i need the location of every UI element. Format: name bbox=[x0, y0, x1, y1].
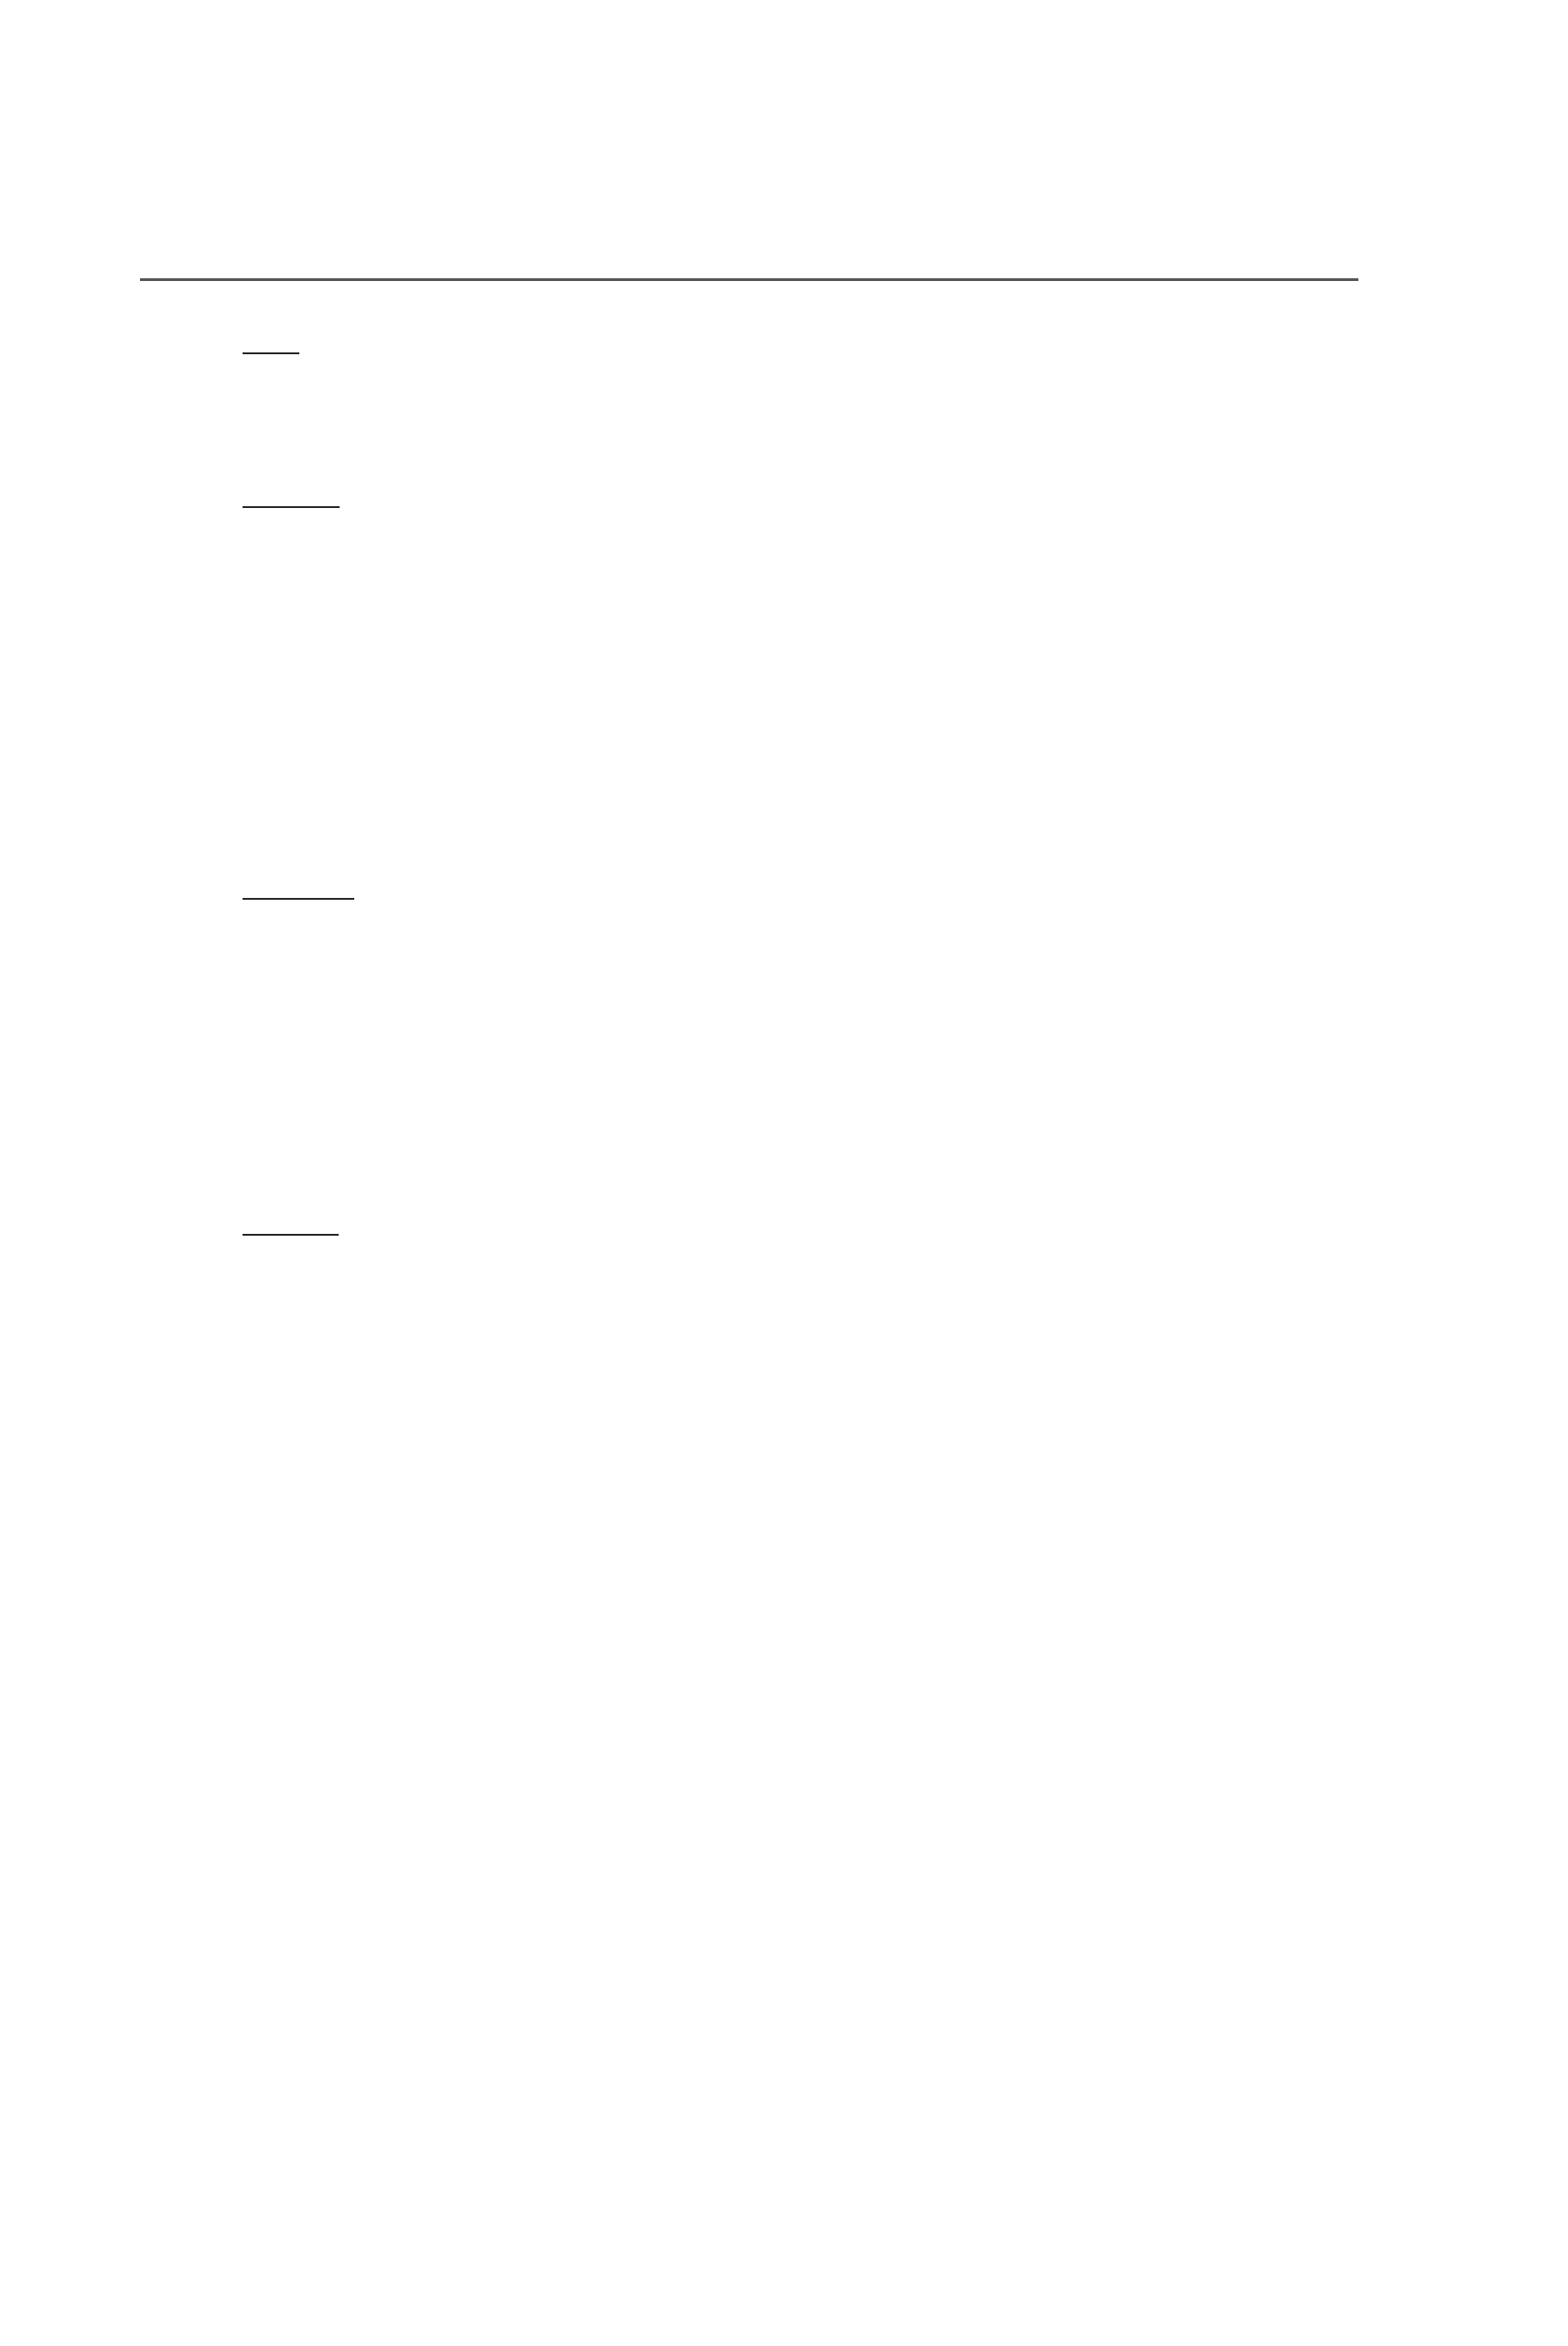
nuclide-numbers bbox=[278, 1152, 293, 1171]
fraction-unit bbox=[243, 350, 299, 364]
text-line bbox=[228, 1073, 1354, 1130]
nuclide-numbers bbox=[309, 758, 324, 776]
nuclide bbox=[228, 1422, 259, 1460]
text-line bbox=[228, 1015, 1354, 1072]
text-line bbox=[228, 480, 1354, 536]
nuclide-numbers bbox=[230, 1319, 258, 1337]
fraction-bar bbox=[243, 506, 340, 508]
nuclide-numbers bbox=[309, 1898, 324, 1917]
nuclide-numbers bbox=[278, 1898, 307, 1917]
nuclide-numbers bbox=[261, 1898, 276, 1917]
nuclide-numbers bbox=[230, 1898, 258, 1917]
nuclide-numbers bbox=[230, 1093, 258, 1111]
fraction-unit bbox=[243, 503, 340, 518]
text-line bbox=[228, 1357, 1354, 1413]
nuclide bbox=[228, 803, 259, 840]
fraction-denominator bbox=[230, 373, 312, 404]
text-line bbox=[228, 1936, 1354, 1993]
nuclide bbox=[245, 1141, 276, 1179]
fraction-bar bbox=[243, 352, 299, 354]
text-line bbox=[228, 1524, 1354, 1581]
text-line bbox=[228, 1299, 1354, 1356]
nuclide-numbers bbox=[230, 1152, 244, 1171]
nuclide bbox=[228, 1082, 259, 1119]
text-line bbox=[228, 629, 1354, 686]
text-line bbox=[228, 405, 1354, 461]
text-line bbox=[228, 1207, 1354, 1264]
text-line bbox=[228, 574, 1354, 631]
nuclide bbox=[259, 1887, 276, 1925]
fraction-unit bbox=[243, 895, 354, 910]
text-line bbox=[228, 1814, 1354, 1871]
nuclide bbox=[276, 747, 308, 784]
nuclide bbox=[259, 747, 276, 784]
text-line bbox=[228, 1878, 1354, 1935]
text-line bbox=[228, 1469, 1354, 1526]
nuclide bbox=[308, 747, 325, 784]
fraction-bar bbox=[243, 1234, 339, 1236]
nuclide-numbers bbox=[278, 758, 307, 776]
text-line bbox=[228, 1700, 1354, 1757]
nuclide bbox=[228, 747, 259, 784]
text-line bbox=[228, 326, 1354, 383]
nuclide-numbers bbox=[230, 1433, 258, 1452]
text-line bbox=[228, 794, 1354, 850]
nuclide bbox=[228, 1768, 273, 1806]
text-line bbox=[228, 681, 1354, 738]
nuclide bbox=[228, 2005, 273, 2042]
nuclide bbox=[228, 1887, 259, 1925]
text-line bbox=[228, 2048, 1354, 2104]
nuclide-numbers bbox=[230, 1779, 272, 1798]
nuclide bbox=[308, 1887, 325, 1925]
text-line bbox=[228, 1413, 1354, 1470]
nuclide bbox=[228, 1308, 259, 1346]
nuclide-numbers bbox=[230, 2016, 272, 2034]
nuclide bbox=[276, 1141, 294, 1179]
nuclide-numbers bbox=[230, 758, 258, 776]
header-rule bbox=[140, 278, 1358, 281]
text-line bbox=[228, 1995, 1354, 2052]
text-line bbox=[228, 963, 1354, 1020]
nuclide bbox=[228, 1141, 245, 1179]
text-line bbox=[228, 871, 1354, 928]
text-line bbox=[228, 738, 1354, 795]
fraction-bar bbox=[243, 898, 354, 900]
text-line bbox=[228, 1132, 1354, 1189]
text-line bbox=[228, 1759, 1354, 1816]
nuclide-numbers bbox=[247, 1152, 276, 1171]
nuclide-numbers bbox=[261, 758, 276, 776]
nuclide-numbers bbox=[230, 814, 258, 832]
text-line bbox=[228, 1631, 1354, 1688]
text-line bbox=[228, 1578, 1354, 1635]
fraction-unit bbox=[243, 1231, 339, 1246]
nuclide bbox=[276, 1887, 308, 1925]
